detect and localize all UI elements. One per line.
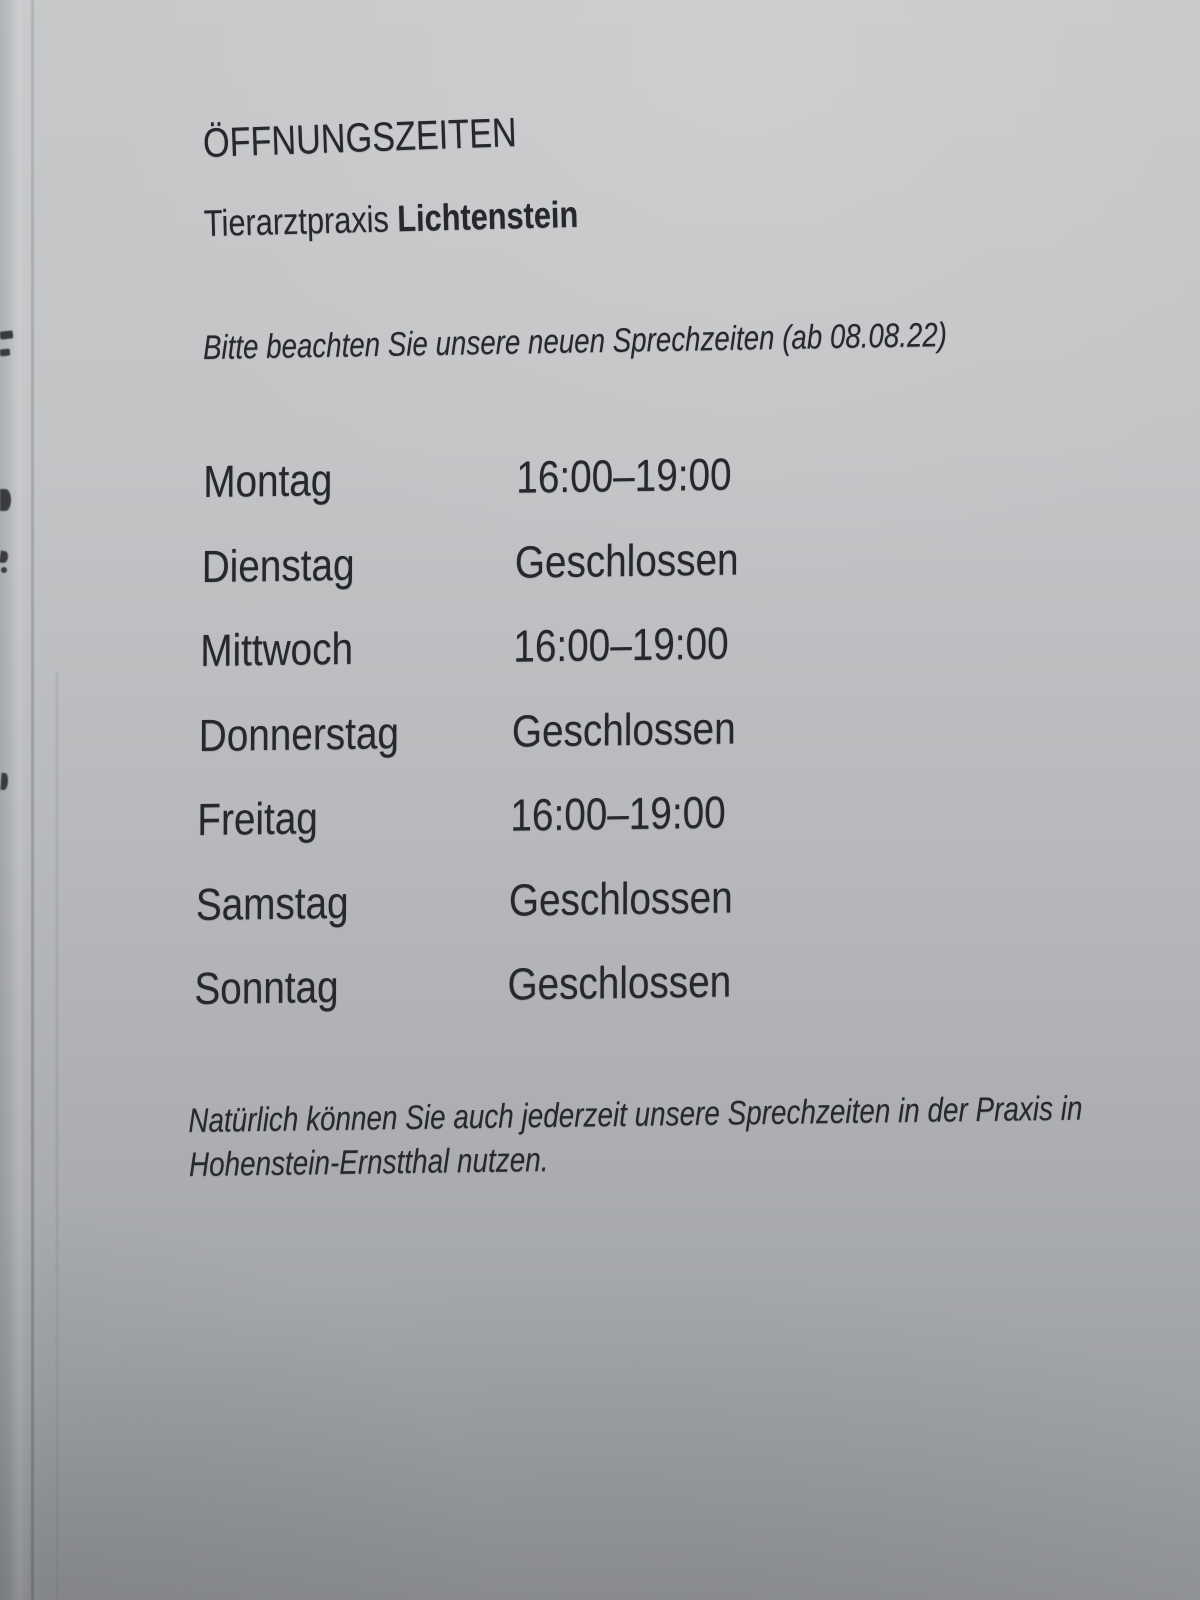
practice-name-line: [203, 193, 578, 246]
schedule-row: [197, 771, 731, 863]
day-label: Donnerstag: [198, 706, 400, 761]
day-label: Dienstag: [201, 538, 355, 592]
day-label: Samstag: [195, 876, 349, 930]
practice-name: Lichtenstein: [396, 193, 579, 240]
footer-note-line2: Hohenstein-Ernstthal nutzen.: [188, 1140, 549, 1184]
footer-note: [188, 1087, 1083, 1187]
schedule-row: [203, 433, 737, 525]
opening-hours-table: [194, 440, 824, 1032]
footer-note-line1: Natürlich können Sie auch jederzeit unsere Sprechzeiten in der Praxis in: [188, 1089, 1083, 1140]
hours-value: 16:00–19:00: [510, 786, 726, 841]
practice-name-prefix: Tierarztpraxis: [203, 198, 398, 244]
hours-value: Geschlossen: [514, 533, 739, 588]
schedule-row: [200, 602, 734, 694]
hours-value: Geschlossen: [508, 871, 733, 926]
page-title: ÖFFNUNGSZEITEN: [202, 109, 518, 166]
schedule-row: [195, 855, 733, 947]
schedule-row: [194, 940, 732, 1032]
notice-line: Bitte beachten Sie unsere neuen Sprechzeiten (ab 08.08.22): [202, 316, 948, 367]
hours-value: Geschlossen: [507, 955, 732, 1010]
day-label: Freitag: [197, 792, 318, 846]
hours-value: 16:00–19:00: [513, 617, 729, 672]
hours-value: 16:00–19:00: [516, 448, 732, 503]
schedule-row: [198, 686, 736, 778]
day-label: Sonntag: [194, 961, 339, 1015]
day-label: Mittwoch: [200, 623, 354, 677]
hours-value: Geschlossen: [511, 702, 736, 757]
schedule-row: [201, 517, 739, 609]
day-label: Montag: [203, 454, 333, 508]
